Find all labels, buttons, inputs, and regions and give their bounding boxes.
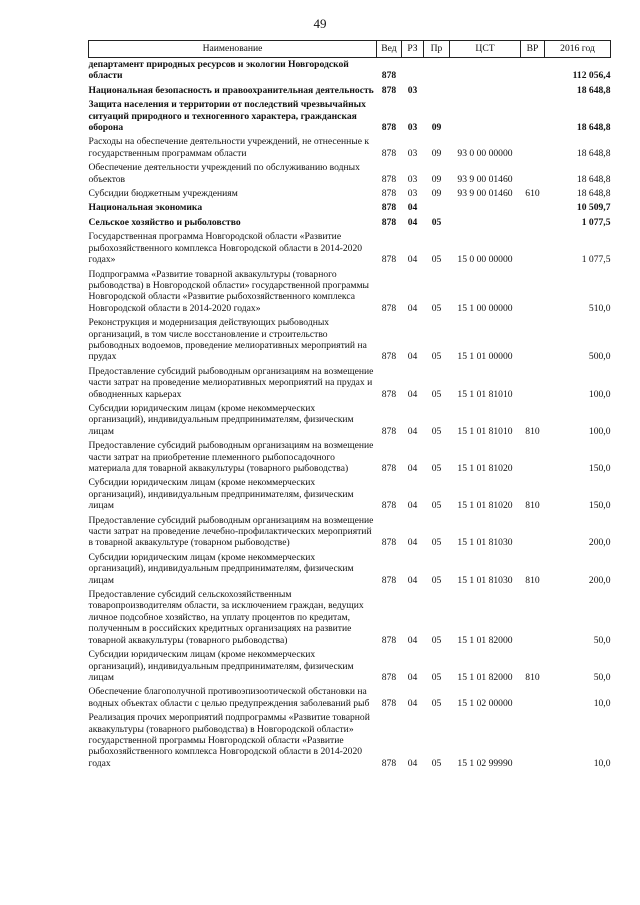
row-vr [521,365,545,402]
row-vr [521,439,545,476]
row-pr: 05 [431,302,442,314]
row-ved: 878 [381,84,397,96]
row-name: Подпрограмма «Развитие товарной аквакультуры (товарного рыбоводства) в Новгородской области» государственной программы Новгородской области «Развитие рыбохозяйственного комплекса Новгородской области в 2014-2020 годах» [88,268,369,314]
row-ved: 878 [381,425,397,437]
row-rz: 04 [407,757,418,769]
row-name: Предоставление субсидий рыбоводным организациям на возмещение части затрат на проведение мелиоративных мероприятий на прудах и обводненных карьерах [88,365,374,400]
row-vr [521,84,545,98]
row-rz: 04 [407,216,418,228]
row-pr: 05 [431,216,442,228]
row-vr [521,711,545,771]
table-row [89,230,611,267]
row-vr [521,58,545,84]
header-year: 2016 год [545,41,611,58]
table-row [89,648,611,685]
row-ved: 878 [381,147,397,159]
row-rz: 03 [407,147,418,159]
row-ved: 878 [381,216,397,228]
row-name: Национальная экономика [88,202,203,214]
row-rz [402,58,424,84]
header-name: Наименование [89,41,377,58]
row-cst: 93 9 00 01460 [457,188,513,200]
table-row [89,711,611,771]
row-ved: 878 [381,757,397,769]
row-vr [521,161,545,187]
row-rz: 04 [407,634,418,646]
row-ved: 878 [381,463,397,474]
table-row [89,161,611,187]
row-rz: 04 [407,697,418,709]
row-rz: 03 [407,173,418,185]
row-rz: 03 [407,122,418,134]
row-rz: 04 [407,254,418,266]
row-pr: 05 [431,757,442,769]
row-ved: 878 [381,388,397,400]
table-row [89,476,611,513]
row-cst: 93 9 00 01460 [457,173,513,185]
row-ved: 878 [381,254,397,266]
table-row [89,201,611,215]
header-ved: Вед [377,41,402,58]
row-amount: 18 648,8 [576,84,611,96]
row-cst: 15 1 01 81030 [457,574,513,586]
header-cst: ЦСТ [450,41,521,58]
row-pr: 05 [431,634,442,646]
table-row [89,316,611,365]
table-row [89,84,611,98]
row-cst [450,216,521,230]
row-pr: 05 [431,254,442,266]
row-name: Субсидии юридическим лицам (кроме некоммерческих организаций), индивидуальным предпринимателям, физическим лицам [88,477,354,512]
row-amount: 18 648,8 [576,188,611,200]
row-vr [521,135,545,161]
row-ved: 878 [381,537,397,549]
row-pr: 09 [431,173,442,185]
row-amount: 200,0 [588,537,611,549]
row-ved: 878 [381,302,397,314]
row-rz: 04 [407,500,418,512]
row-name: Субсидии бюджетным учреждениям [88,188,238,200]
row-name: Субсидии юридическим лицам (кроме некоммерческих организаций), индивидуальным предпринимателям, физическим лицам [88,402,354,437]
row-ved: 878 [381,188,397,200]
row-amount: 10 509,7 [576,202,611,214]
row-name: Расходы на обеспечение деятельности учреждений, не отнесенные к государственным программам области [88,136,370,159]
row-vr: 610 [525,188,540,200]
row-ved: 878 [381,70,397,82]
row-vr: 810 [525,500,540,512]
row-amount: 100,0 [588,425,611,437]
row-ved: 878 [381,202,397,214]
row-amount: 150,0 [588,463,611,474]
row-vr [521,316,545,365]
row-cst: 15 1 01 81010 [457,388,513,400]
row-name: Сельское хозяйство и рыболовство [88,216,241,228]
row-rz: 04 [407,671,418,683]
row-pr [424,201,450,215]
row-amount: 150,0 [588,500,611,512]
row-cst [450,201,521,215]
table-row [89,187,611,201]
table-header-row [89,41,611,58]
row-pr [424,84,450,98]
row-vr [521,98,545,135]
row-pr: 05 [431,463,442,474]
row-rz: 04 [407,302,418,314]
table-row [89,514,611,551]
row-amount: 1 077,5 [581,216,611,228]
row-vr [521,268,545,317]
row-vr: 810 [525,671,540,683]
row-cst: 15 1 01 81010 [457,425,513,437]
table-row [89,365,611,402]
row-vr [521,514,545,551]
row-ved: 878 [381,634,397,646]
row-cst [450,98,521,135]
table-row [89,439,611,476]
row-name: Реконструкция и модернизация действующих рыбоводных организаций, в том числе восстановление и строительство рыбоводных водоемов, проведение мелиоративных мероприятий на прудах [88,317,367,363]
row-name: Предоставление субсидий рыбоводным организациям на возмещение части затрат на проведение лечебно-профилактических мероприятий в товарной аквакультуре (товарном рыбоводстве) [88,514,374,549]
row-amount: 50,0 [593,671,611,683]
row-amount: 500,0 [588,351,611,363]
row-name: Субсидии юридическим лицам (кроме некоммерческих организаций), индивидуальным предпринимателям, физическим лицам [88,551,354,586]
row-ved: 878 [381,122,397,134]
row-pr: 05 [431,388,442,400]
header-vr: ВР [521,41,545,58]
row-pr: 05 [431,697,442,709]
table-row [89,268,611,317]
row-amount: 10,0 [593,757,611,769]
row-pr: 05 [431,351,442,363]
row-cst: 15 1 01 82000 [457,634,513,646]
row-name: Государственная программа Новгородской области «Развитие рыбохозяйственного комплекса Новгородской области в 2014-2020 годах» [88,231,363,266]
row-cst [450,58,521,84]
row-pr: 05 [431,537,442,549]
row-name: Защита населения и территории от последствий чрезвычайных ситуаций природного и техногенного характера, гражданская оборона [88,99,366,134]
row-vr [521,216,545,230]
row-name: Обеспечение благополучной противоэпизоотической обстановки на водных объектах области с целью предупреждения заболеваний рыб [88,686,370,709]
table-row [89,58,611,84]
page-number: 49 [313,16,327,31]
row-vr [521,201,545,215]
row-cst: 15 1 01 82000 [457,671,513,683]
table-row [89,216,611,230]
row-rz: 04 [407,537,418,549]
row-name: Предоставление субсидий сельскохозяйственным товаропроизводителям области, за исключением граждан, ведущих личное подсобное хозяйство, на уплату процентов по кредитам, полученным в российских кредитных организациях на развитие товарной аквакультуры (товарного рыбоводства) [88,589,364,646]
row-ved: 878 [381,500,397,512]
row-amount: 200,0 [588,574,611,586]
row-amount: 18 648,8 [576,173,611,185]
row-vr: 810 [525,574,540,586]
row-rz: 03 [407,84,418,96]
row-rz: 04 [407,388,418,400]
row-vr [521,685,545,711]
table-row [89,685,611,711]
row-cst: 15 1 02 99990 [457,757,513,769]
row-ved: 878 [381,697,397,709]
table-row [89,98,611,135]
row-amount: 18 648,8 [576,122,611,134]
row-ved: 878 [381,173,397,185]
row-amount: 510,0 [588,302,611,314]
row-ved: 878 [381,351,397,363]
row-pr: 05 [431,500,442,512]
table-row [89,135,611,161]
row-amount: 18 648,8 [576,147,611,159]
row-amount: 50,0 [593,634,611,646]
row-name: Предоставление субсидий рыбоводным организациям на возмещение части затрат на приобретение племенного рыбопосадочного материала для товарной аквакультуры (товарного рыбоводства) [88,440,374,474]
row-pr: 09 [431,122,442,134]
table-row [89,402,611,439]
row-vr: 810 [525,425,540,437]
row-vr [521,230,545,267]
row-name: Обеспечение деятельности учреждений по обслуживанию водных объектов [88,162,360,185]
row-rz: 04 [407,425,418,437]
row-cst: 15 1 01 81020 [457,463,513,474]
header-rz: РЗ [402,41,424,58]
row-name: Субсидии юридическим лицам (кроме некоммерческих организаций), индивидуальным предпринимателям, физическим лицам [88,649,354,683]
row-amount: 1 077,5 [581,254,611,266]
row-vr [521,588,545,648]
row-cst: 15 1 02 00000 [457,697,513,709]
row-ved: 878 [381,671,397,683]
row-pr: 05 [431,671,442,683]
row-ved: 878 [381,574,397,586]
row-cst: 15 1 01 81020 [457,500,513,512]
row-rz: 03 [407,188,418,200]
row-cst: 93 0 00 00000 [457,147,513,159]
row-amount: 112 056,4 [572,70,611,82]
table-row [89,551,611,588]
row-cst: 15 1 01 81030 [457,537,513,549]
row-amount: 100,0 [588,388,611,400]
row-rz: 04 [407,463,418,474]
row-name: Национальная безопасность и правоохранительная деятельность [88,84,374,96]
header-pr: Пр [424,41,450,58]
row-name: департамент природных ресурсов и экологии Новгородской области [88,59,349,82]
row-cst: 15 1 01 00000 [457,351,513,363]
row-amount: 10,0 [593,697,611,709]
row-pr: 09 [431,147,442,159]
row-rz: 04 [407,351,418,363]
row-cst: 15 1 00 00000 [457,302,513,314]
row-pr: 05 [431,574,442,586]
row-pr [424,58,450,84]
budget-table [88,40,611,771]
row-name: Реализация прочих мероприятий подпрограммы «Развитие товарной аквакультуры (товарного рыбоводства) в Новгородской области» государственной программы Новгородской области «Развитие рыбохозяйственного комплекса Новгородской области в 2014-2020 годах [88,712,370,769]
row-pr: 05 [431,425,442,437]
row-cst: 15 0 00 00000 [457,254,513,266]
row-rz: 04 [407,574,418,586]
row-cst [450,84,521,98]
row-pr: 09 [431,188,442,200]
row-rz: 04 [407,202,418,214]
table-row [89,588,611,648]
